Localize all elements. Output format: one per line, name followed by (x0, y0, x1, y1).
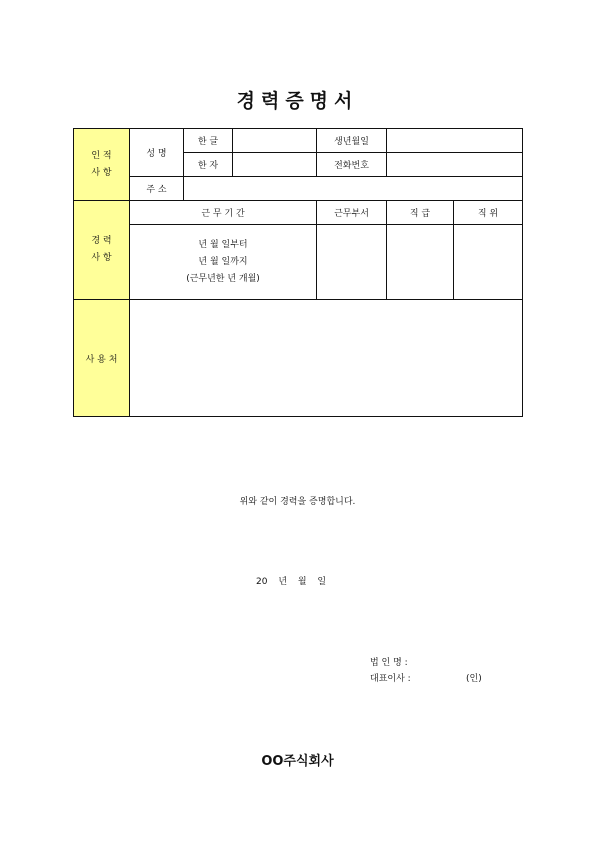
period-field[interactable]: 년 월 일부터 년 월 일까지 (근무년한 년 개월) (130, 225, 317, 300)
address-field[interactable] (184, 177, 523, 201)
grade-header: 직 급 (387, 201, 454, 225)
document-title: 경력증명서 (236, 90, 359, 112)
dept-header: 근무부서 (317, 201, 387, 225)
hangul-name-field[interactable] (233, 129, 317, 153)
career-section-label: 경 력 사 항 (74, 201, 130, 300)
phone-field[interactable] (387, 153, 523, 177)
birth-label: 생년월일 (317, 129, 387, 153)
company-name: OO주식회사 (261, 754, 334, 769)
phone-label: 전화번호 (317, 153, 387, 177)
usage-field[interactable] (130, 300, 523, 417)
dept-field[interactable] (317, 225, 387, 300)
ceo-label: 대표이사 : (370, 674, 411, 684)
hangul-label: 한 글 (184, 129, 233, 153)
personal-section-label: 인 적 사 항 (74, 129, 130, 201)
corporation-name-label: 법 인 명 : (370, 658, 408, 668)
hanja-label: 한 자 (184, 153, 233, 177)
name-label: 성 명 (130, 129, 184, 177)
hanja-name-field[interactable] (233, 153, 317, 177)
position-field[interactable] (454, 225, 523, 300)
period-header: 근 무 기 간 (130, 201, 317, 225)
certificate-form (73, 128, 523, 417)
certify-statement: 위와 같이 경력을 증명합니다. (239, 497, 356, 507)
birth-field[interactable] (387, 129, 523, 153)
issue-date: 20 년 월 일 (256, 577, 327, 587)
address-label: 주 소 (130, 177, 184, 201)
seal-mark: (인) (466, 674, 482, 684)
usage-label: 사 용 처 (74, 300, 130, 417)
grade-field[interactable] (387, 225, 454, 300)
position-header: 직 위 (454, 201, 523, 225)
